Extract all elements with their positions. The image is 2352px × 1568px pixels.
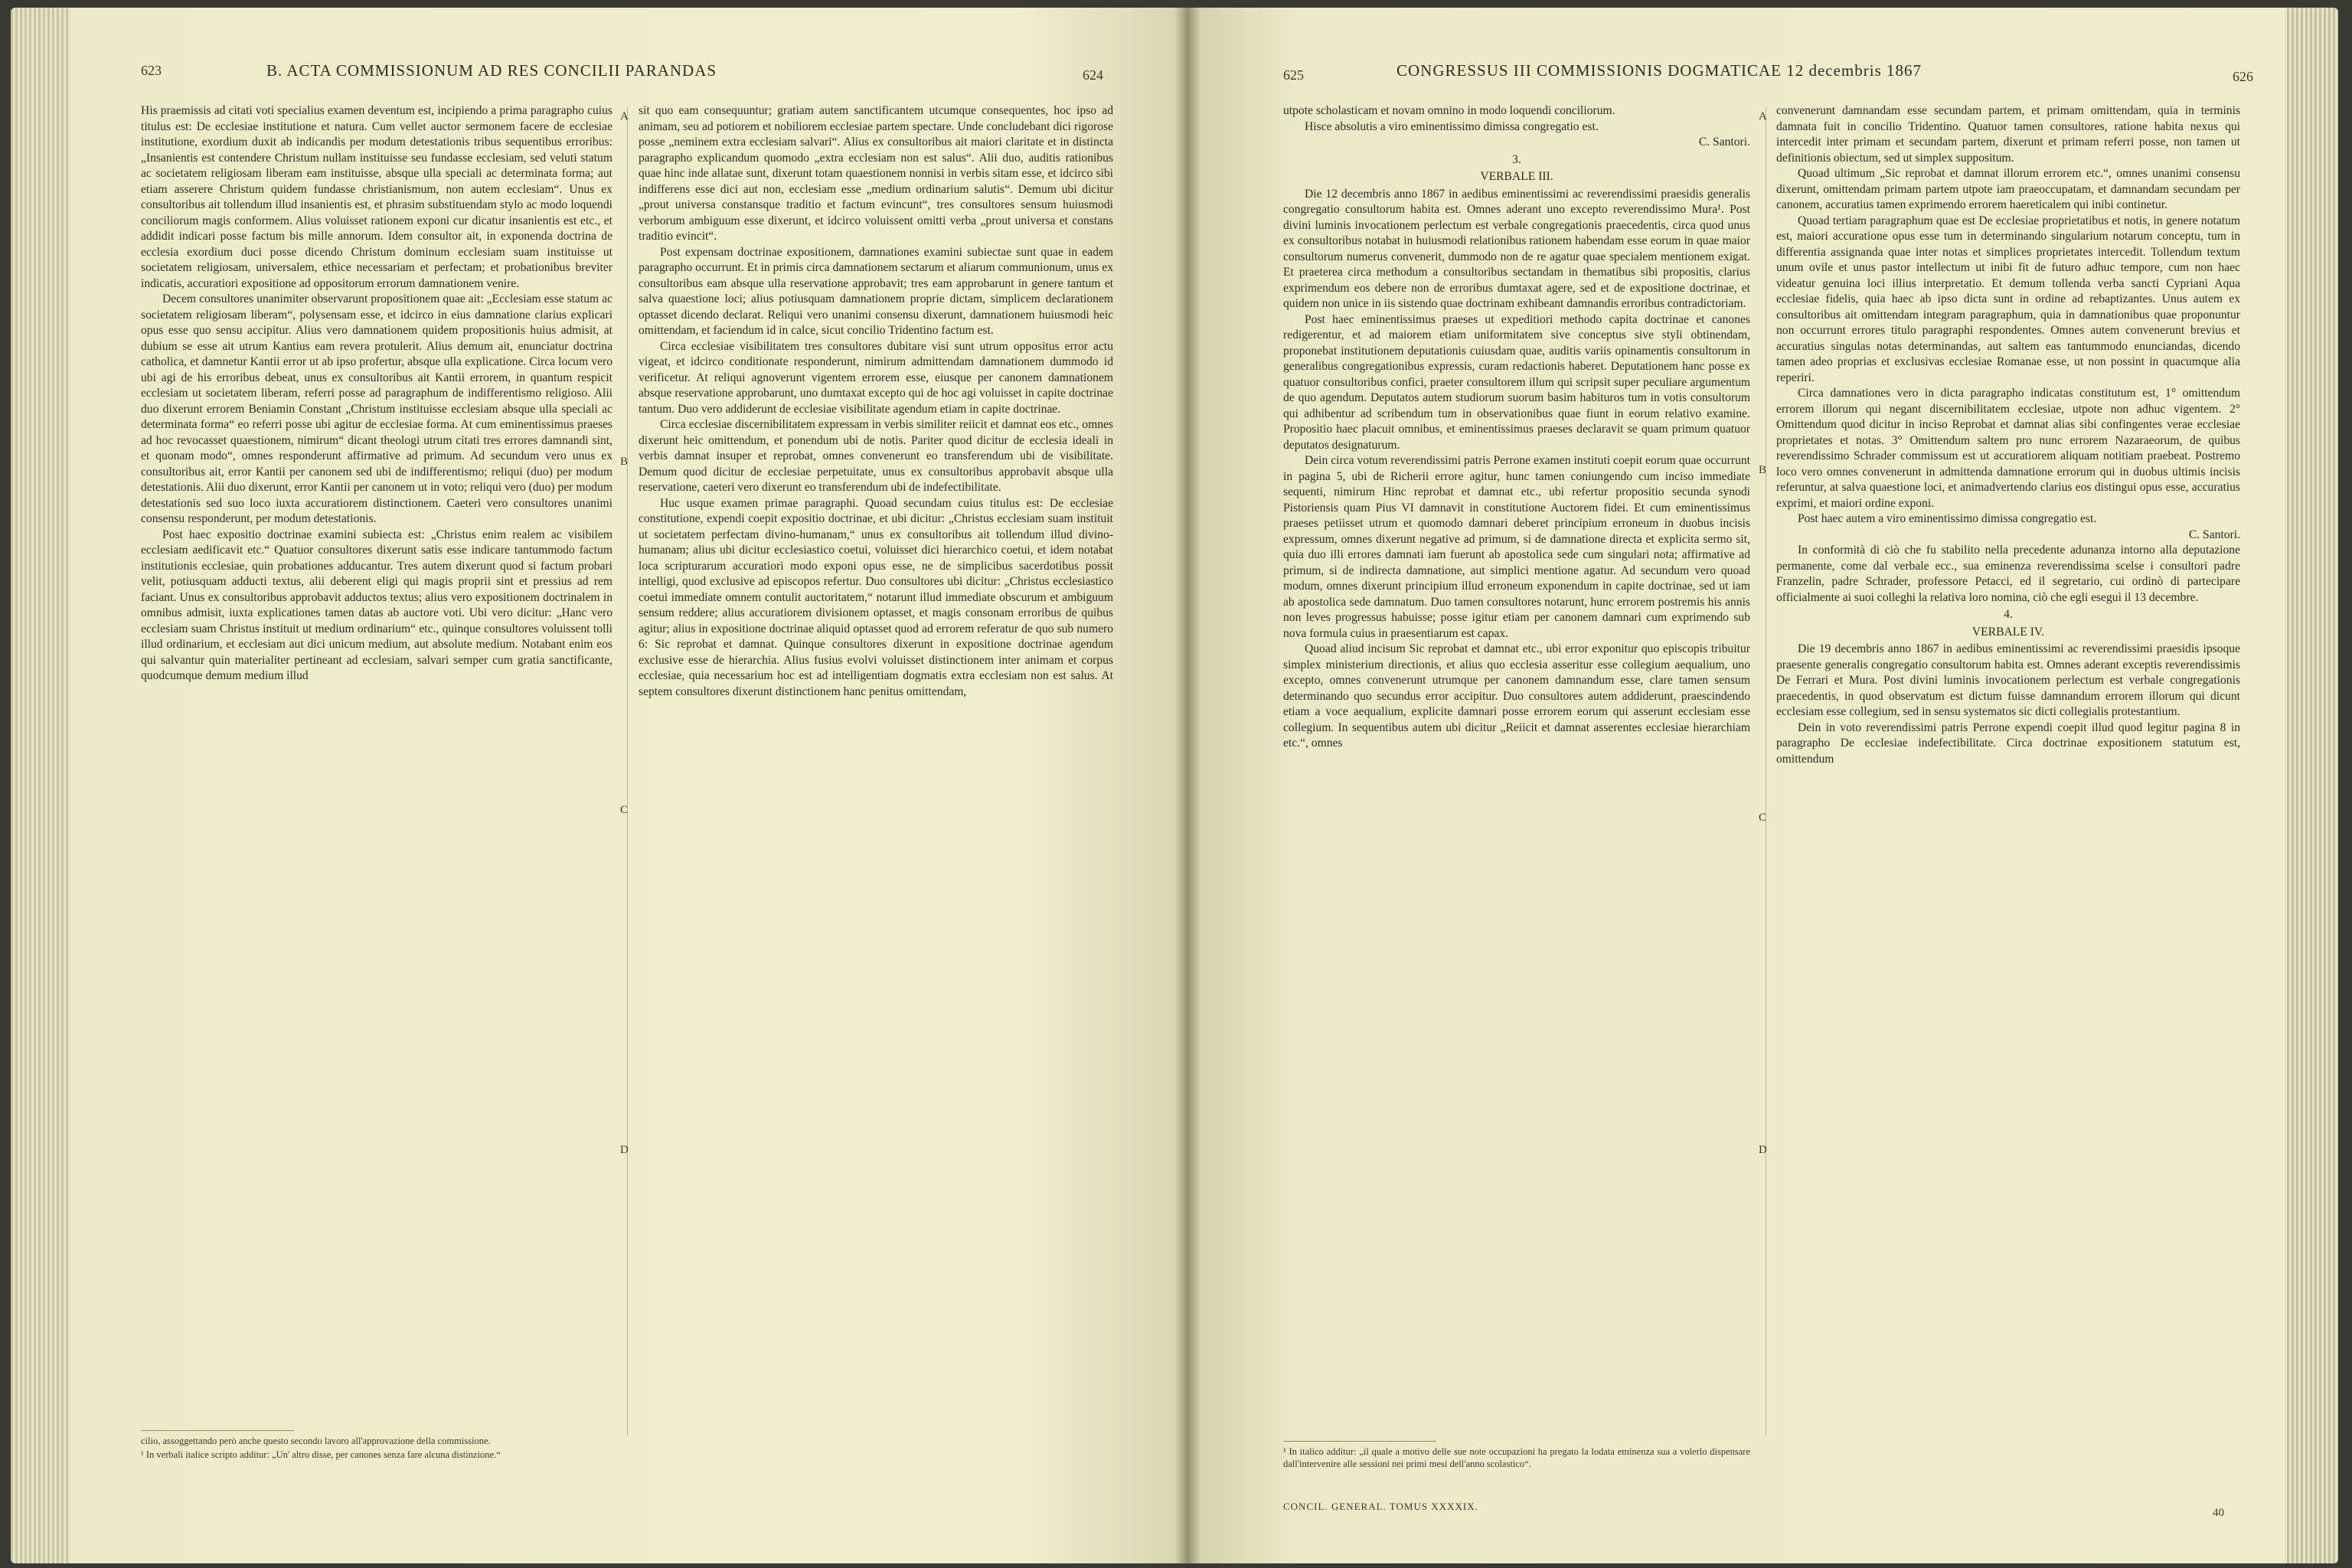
paragraph: Die 12 decembris anno 1867 in aedibus eminentissimi ac reverendissimi praesidis generalis congregatio consultorum habita est. Omnes aderant uno excepto reverendissimo Mura¹. Post divini luminis invocationem perlectum est verbale congregationis praecedentis, circa quod unus ex consultoribus notabat in huiusmodi relationibus rationem habendam esse eorum in quae maior consultorum numerus convenerit, dummodo non de re agatur quae specialem mentionem exigat. Et praeterea circa methodum a consultoribus sectandam in thematibus sibi propositis, clarius exprimendum eos debere non de erroribus dumtaxat agere, sed et de expositione doctrinae, et quidem non unice in iis sistendo quae doctrinam exhibeant damnandis erroribus contradictoriam. bbox=[1283, 187, 1750, 310]
footnote-rule bbox=[1283, 1441, 1436, 1442]
paragraph: Die 19 decembris anno 1867 in aedibus eminentissimi ac reverendissimi praesidis ipsoque praesente generalis congregatio consultorum habita est. Omnes aderant exceptis reverendissimis De Ferrari et Mura. Post divini luminis invocationem perlectum est verbale congregationis praecedentis, in quod observatum est dictum fuisse damnandum errorem illorum qui dicunt ecclesiam esse collegium, sed in sensu systematos sic dicti collegialis protestantium. bbox=[1776, 642, 2240, 718]
margin-letter: B bbox=[1759, 464, 1767, 476]
footnote-rule bbox=[141, 1430, 294, 1431]
paragraph: Circa damnationes vero in dicta paragrapho indicatas constitutum est, 1° omittendum errorem illorum qui negant discernibilitatem ecclesiae, utpote non adhuc vigentem. 2° Omittendum quod dicitur in inciso Reprobat et damnat alias sibi confingentes verae ecclesiae proprietates et notas. 3° Omittendum saltem pro nunc errorem Nazaraeorum, de quibus reverendissimo Schrader commissum est ut accuratiorem aliquam notitiam praebeat. Postremo loco vero omnes convenerunt in admittenda damnatione errorum qui in duobus ultimis incisis referuntur, at salva quaestione loci, et animadvertendo clarius eos distingui opus esse, accuratius exprimi, et maiori ordine exponi. bbox=[1776, 387, 2240, 510]
section-title: VERBALE IV. bbox=[1971, 625, 2045, 639]
margin-letter: C bbox=[620, 804, 629, 816]
paragraph: Decem consultores unanimiter observarunt propositionem quae ait: „Ecclesiam esse statum ac societatem religiosam liberam“, polysensam esse, et idcirco in eius damnatione clarius explicari opus esse quo sensu accipitur. Alius vero damnationem quidem propositionis huius admisit, at dubium se esse ait utrum Kantius eam revera protulerit. Alius demum ait, enunciatur doctrina catholica, et damnetur Kantii error ut ab ipso profertur, absque ulla explicatione. Circa locum vero ubi agi de his erroribus debeat, unus ex consultoribus ait Kantii errorem, in quantum respicit ecclesiam ut societatem liberam, referri posse ad paragraphum de indifferentismo religioso. Alii duo dixerunt errorem Beniamin Constant „Christum instituisse ecclesiam absque ulla speciali ac determinata forma“ eo referri posse ubi agitur de ecclesiae forma. At cum eminentissimus praeses ad hoc revocasset quaestionem, nimirum“ dicant theologi utrum citati tres errores damnandi sint, et quonam modo“, omnes responderunt affirmative ad primum. Ad secundum vero unus ex consultoribus ait, error Kantii per canonem sed ubi de indifferentismo; reliqui (duo) per modum detestationis. Alii duo dixerunt, error Kantii per canonem ut in voto; reliqui vero (duo) per modum detestationis sed suo loco iuxta accuratiorem distinctionem. Caeteri vero consultores unanimi consensu responderunt, per modum detestationis. bbox=[141, 292, 612, 525]
signature-line: CONCIL. GENERAL. TOMUS XXXXIX. bbox=[1283, 1501, 1478, 1512]
paragraph: Quoad ultimum „Sic reprobat et damnat illorum errorem etc.“, omnes unanimi consensu dixerunt, omittendam primam partem utpote iam praeoccupatam, et damnandam secundam per canonem, accuratius tamen exprimendo errorem haereticalem qui inibi continetur. bbox=[1776, 167, 2240, 211]
paragraph: convenerunt damnandam esse secundam partem, et primam omittendam, quia in terminis damnata fuit in concilio Tridentino. Quatuor tamen consultores, ratione habita nexus qui intercedit inter primam et secundam partem, dixerunt et primam referri posse, non tamen ut definitionis obiectum, sed ut simplex suppositum. bbox=[1776, 104, 2240, 165]
running-head: CONGRESSUS III COMMISSIONIS DOGMATICAE 12 decembris 1867 bbox=[1396, 61, 1922, 80]
signature: C. Santori. bbox=[1698, 136, 1750, 149]
page-number: 623 bbox=[141, 63, 162, 78]
text-column-left bbox=[1283, 103, 1750, 752]
signature: C. Santori. bbox=[2188, 528, 2240, 541]
paragraph: Huc usque examen primae paragraphi. Quoad secundam cuius titulus est: De ecclesiae constitutione, expendi coepit expositio doctrinae, et ubi dicitur: „Christus ecclesiam suam instituit ut societatem perfectam divino-humanam,“ unus ex consultoribus ait tollendum illud divino-humanam; alius ubi dicitur ecclesiastico coetui, voluisset dici hierarchico coetui, et idem notabat loca scripturarum accuratiori modo exponi opus esse, ne de simplicibus sacerdotibus possit intelligi, quod exclusive ad episcopos refertur. Duo consultores ubi dicitur: „Christus ecclesiastico coetui immediate omnem contulit auctoritatem,“ notarunt illud immediate obscurum et ambiguum sensum reddere; alius accuratiorem divisionem optasset, et magis consonam erroribus de quibus agitur; alius in expositione doctrinae aliquid optasset quod ad errorem referatur de quo sub numero 6: Sic reprobat et damnat. Quinque consultores dixerunt in expositione doctrinae agendum exclusive esse de hierarchia. Alius fusius evolvi voluisset distinctionem inter animam et corpus ecclesiae, quia necessarium hoc est ad intelligentiam dogmatis extra ecclesiam non est salus. At septem consultores dixerunt distinctionem hanc penitus omittendam, bbox=[639, 496, 1113, 698]
page-number: 624 bbox=[1083, 67, 1103, 83]
footnotes bbox=[1283, 1446, 1750, 1472]
book-spread bbox=[11, 8, 2338, 1563]
paragraph: Circa ecclesiae visibilitatem tres consultores dubitare visi sunt utrum oppositus error actu vigeat, et idcirco conditionate responderunt, nimirum admittendam damnationem dummodo id verificetur. At reliqui agnoverunt vigentem errorem esse, eiusque per canonem damnationem absque reservatione approbarunt, uno dumtaxat excepto qui de hoc agi voluisset in capite doctrinae tantum. Duo vero addiderunt de ecclesiae visibilitate agendum etiam in capite doctrinae. bbox=[639, 339, 1113, 416]
text-column-left bbox=[141, 103, 612, 684]
section-number: 4. bbox=[2004, 608, 2013, 621]
book-gutter bbox=[1174, 8, 1200, 1563]
column-divider bbox=[627, 107, 628, 1436]
footnote: cilio, assoggettando però anche questo secondo lavoro all'approvazione della commissione. bbox=[141, 1436, 491, 1446]
paragraph: Post haec eminentissimus praeses ut expeditiori methodo capita doctrinae et canones redigerentur, et ad maiorem etiam uniformitatem sive conceptus sive styli obtinendam, proponebat institutionem deputationis cuiusdam quae, auditis variis opinamentis consultorum in generalibus congregationibus expressis, curam redactionis haberet. Deputationem hanc posse ex quatuor consultoribus confici, praeter consultorem illum qui scripsit super peculiare argumentum de quo agendum. Deputatos autem studiorum suorum basim habituros tum in votis consultorum qui adhibentur ad scribendum tum in observationibus quae fiunt in eorum relativo examine. Propositio haec placuit omnibus, et eminentissimus praeses declaravit se quam primum quatuor deputatos designaturum. bbox=[1283, 312, 1750, 452]
margin-letter: D bbox=[620, 1144, 629, 1156]
margin-letter: C bbox=[1759, 812, 1767, 824]
page-number: 625 bbox=[1283, 67, 1304, 83]
page-number: 626 bbox=[2233, 69, 2253, 84]
left-page bbox=[70, 8, 1187, 1563]
text-column-right bbox=[639, 103, 1113, 700]
margin-letter: A bbox=[620, 110, 629, 122]
footnote: ¹ In verbali italice scripto additur: „Un' altro disse, per canones senza fare alcuna distinzione.“ bbox=[141, 1449, 501, 1460]
margin-letter: B bbox=[620, 456, 629, 468]
section-number: 3. bbox=[1512, 152, 1521, 166]
paragraph: Post expensam doctrinae expositionem, damnationes examini subiectae sunt quae in eadem paragrapho occurrunt. Et in primis circa damnationem sectarum et aliarum communionum, unus ex consultoribus eam absque ulla reservatione approbavit; tres eam approbarunt in genere tantum et salva quaestione loci; alius potiusquam damnationem proprie dictam, simplicem declarationem optasset dicendo declarat. Reliqui vero unanimi consensu dixerunt, damnationem huiusmodi heic omittendam, et faciendum id in calce, sicut concilio Tridentino factum est. bbox=[639, 245, 1113, 337]
margin-letter: D bbox=[1759, 1144, 1767, 1156]
paragraph: Quoad aliud incisum Sic reprobat et damnat etc., ubi error exponitur quo episcopis tribuitur simplex ministerium directionis, et alius quo ecclesia asseritur esse collegium aequalium, uno excepto, omnes convenerunt utrumque per canonem damnandum esse, clare tamen sensum determinando quo secundus error accipitur. Duo consultores autem addiderunt, praescindendo etiam a voce aequalium, explicite damnari posse errorem eorum qui asserunt ecclesiam esse collegium. In sequentibus autem ubi dicitur „Reiicit et damnat asserentes ecclesiae hierarchiam etc.“, omnes bbox=[1283, 642, 1750, 750]
margin-letter: A bbox=[1759, 110, 1767, 122]
footnotes bbox=[141, 1435, 612, 1462]
paragraph: Quoad tertiam paragraphum quae est De ecclesiae proprietatibus et notis, in genere notatum est, maiori accuratione opus esse tum in determinando singularium notarum conceptu, tum in differentia assignanda quae inter notas et simplices proprietates intercedit. Tollendum textum unum ovile et unus pastor intellectum ut inibi fit de futuro adhuc tempore, cum non haec videatur genuina loci illius interpretatio. Et demum tollenda verba sancti Cypriani Aqua ecclesiae fidelis, quia haec ab ipso dicta sunt in ordine ad rebaptizantes. Unus autem ex consultoribus ait omittendam integram paragraphum, quia in damnationibus quae proponuntur non occurrunt errores titulo paragraphi respondentes. Omnes autem convenerunt brevius et accuratius singulas notas determinandas, aut saltem eas tantummodo enunciandas, dicendo tamen adeo proprias et exclusivas ecclesiae Romanae esse, ut non possint in quacumque alia reperiri. bbox=[1776, 214, 2240, 384]
text-column-right bbox=[1776, 103, 2240, 767]
paragraph: Dein circa votum reverendissimi patris Perrone examen instituti coepit eorum quae occurrunt in pagina 5, ubi de Richerii errore agitur, hunc tamen coniungendo cum inciso immediate sequenti, nimirum Hinc reprobat et damnat etc., ubi refertur propositio secunda synodi Pistoriensis quam Pius VI damnavit in constitutione Auctorem fidei. Et cum eminentissimus praeses petiisset utrum et quomodo damnari deberet principium erroneum in duobus incisis expressum, omnes dixerunt negative ad primum, si de damnatione directa et explicita sermo sit, quia duo illi errores damnati iam fuerunt ab apostolica sede cum singulari nota; affirmative ad primum, si de indirecta damnatione, aut simplici mentione agatur. Ad secundum vero quoad modum, omnes dixerunt principium illud erroneum exponendum in capite doctrinae, sed ut iam ab apostolica sede damnatum. Duo tamen consultores notarunt, hunc errorem postremis his annis non leves progressus habuisse; posse igitur etiam per canonem damnari cum exprimendo sub nova formula cuius in praesentiarum est capax. bbox=[1283, 454, 1750, 640]
paragraph: In conformità di ciò che fu stabilito nella precedente adunanza intorno alla deputazione permanente, come dal verbale ecc., sua eminenza reverendissima scelse i consultori padre Franzelin, padre Schrader, professore Petacci, ed il segretario, cui ordinò di partecipare officialmente ai suoi colleghi la relativa loro nomina, ciò che egli eseguì il 13 decembre. bbox=[1776, 544, 2240, 604]
signature-number: 40 bbox=[2213, 1507, 2224, 1519]
paragraph: His praemissis ad citati voti specialius examen deventum est, incipiendo a prima paragrapho cuius titulus est: De ecclesiae institutione et natura. Cum vellet auctor sermonem facere de ecclesiae institutione, exordium duxit ab indicandis per modum detestationis tribus sequentibus erroribus: „Insanientis est contendere Christum nullam instituisse seu fundasse ecclesiam, sed veluti statum ac societatem religiosam liberam eam instituisse, absque ulla speciali ac determinata forma; aut etiam asserere Christum quidem fundasse christianismum, non autem ecclesiam“. Unus ex consultoribus ait tollendum illud insanientis est, et phrasim substituendam stylo ac modo loquendi conciliorum magis conformem. Alius voluisset rationem exponi cur dicatur insanientis est etc., et addidit indicari posse factum bis mille annorum. Idem consultor ait, in exponenda doctrina de ecclesia exordium duci posse dicendo Christum dominum ecclesiam suam instituisse ut societatem religiosam, universalem, ethice necessariam et perfectam; et probationibus breviter indicatis, accuratiori expositione ad oppositorum errorum damnationem venire. bbox=[141, 104, 612, 290]
paragraph: Dein in voto reverendissimi patris Perrone expendi coepit illud quod legitur pagina 8 in paragrapho De ecclesiae indefectibilitate. Circa doctrinae expositionem statutum est, omittendum bbox=[1776, 720, 2240, 766]
paragraph: sit quo eam consequuntur; gratiam autem sanctificantem utcumque consequentes, hoc ipso ad animam, seu ad potiorem et nobiliorem ecclesiae partem spectare. Unde concludebant dici rigorose posse „neminem extra ecclesiam salvari“. Alius ex consultoribus ait maiori claritate et in distincta paragrapho explicandum quomodo „extra ecclesiam non est salus“. Alii duo, auditis rationibus quae hinc inde allatae sunt, dixerunt totam quaestionem nonnisi in verbis sitam esse, et idcirco sibi indifferens esse dici aut non, ecclesiam esse „medium ordinarium salutis“. Demum ubi dicitur „prout universa constansque traditio et factum evincunt“, tres consultores sensum huiusmodi verborum ambiguum esse dixerunt, et idcirco voluissent omitti verba „prout universa et constans traditio evincit“. bbox=[639, 104, 1113, 243]
paragraph: Post haec autem a viro eminentissimo dimissa congregatio est. bbox=[1798, 512, 2097, 525]
right-page bbox=[1187, 8, 2285, 1563]
running-head: B. ACTA COMMISSIONUM AD RES CONCILII PARANDAS bbox=[266, 61, 717, 80]
paragraph: Circa ecclesiae discernibilitatem expressam in verbis similiter reiicit et damnat eos etc., omnes dixerunt heic omittendum, et ponendum ubi de notis. Pariter quod dicitur de ecclesia ideali in verbis damnat insuper et reprobat, omnes convenerunt eo transferendum ubi de visibilitate. Demum quod dicitur de ecclesiae perpetuitate, unus ex consultoribus approbavit absque ulla reservatione, caeteri vero dixerunt eo transferendum ubi de indefectibilitate. bbox=[639, 418, 1113, 494]
page-edges-left bbox=[11, 8, 70, 1563]
section-title: VERBALE III. bbox=[1480, 170, 1553, 183]
footnote: ¹ In italico additur: „il quale a motivo delle sue note occupazioni ha pregato la lodata eminenza sua a volerlo dispensare dall'intervenire alle sessioni nei primi mesi dell'anno scolastico“. bbox=[1283, 1446, 1750, 1469]
paragraph: Hisce absolutis a viro eminentissimo dimissa congregatio est. bbox=[1305, 119, 1599, 133]
paragraph: utpote scholasticam et novam omnino in modo loquendi conciliorum. bbox=[1283, 104, 1615, 117]
page-edges-right bbox=[2285, 8, 2338, 1563]
paragraph: Post haec expositio doctrinae examini subiecta est: „Christus enim realem ac visibilem ecclesiam aedificavit etc.“ Quatuor consultores dixerunt satis esse indicare tantummodo factum institutionis ecclesiae, quin probationes adducantur. Tres autem dixerunt quod si factum probari velit, potiusquam adducti textus, alii deberent eligi qui magis proprii sint et pressius ad rem faciant. Unus ex consultoribus approbavit adductos textus; alius vero expositionem doctrinalem in omnibus admisit, iuxta explicationes tamen datas ab auctore voti. Ubi vero dicitur: „Hanc vero ecclesiam suam Christus instituit ut medium ordinarium“ etc., quinque consultores voluissent tolli illud ordinarium, et ecclesiam aut dici unicum medium, aut absolute medium. Notabant enim eos qui salvantur quin materialiter pertineant ad ecclesiam, salvari semper cum gratia sanctificante, quodcumque demum medium illud bbox=[141, 528, 612, 682]
